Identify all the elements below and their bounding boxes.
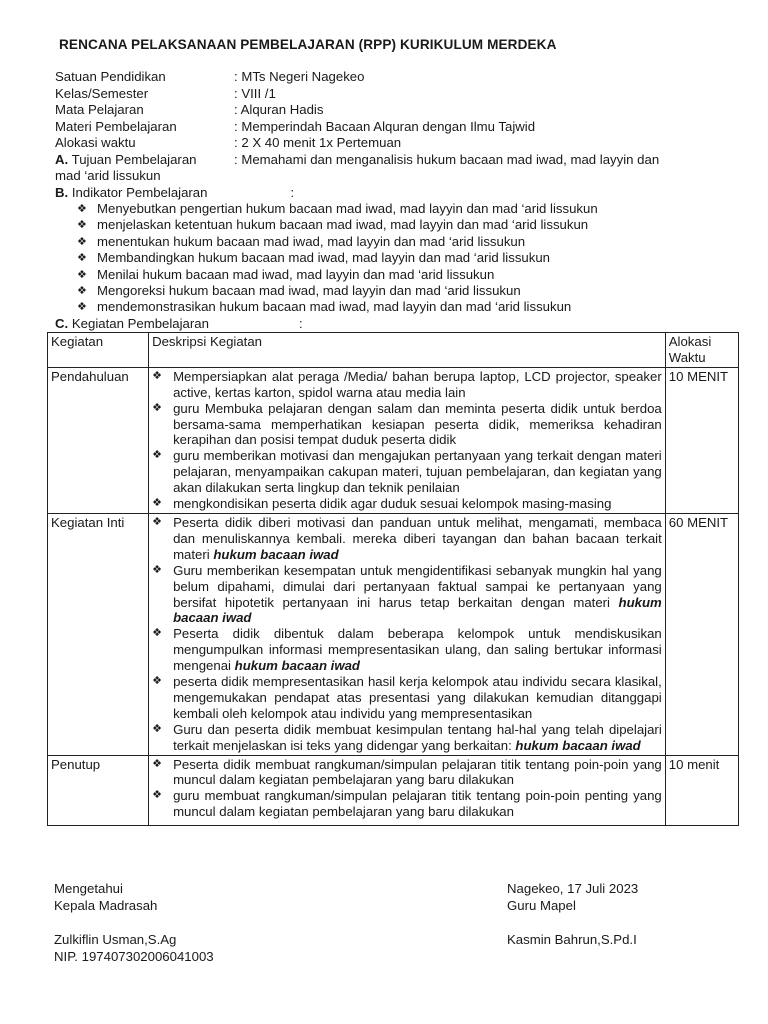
- emphasis-text: hukum bacaan iwad: [234, 658, 360, 674]
- section-title: Tujuan Pembelajaran: [71, 151, 197, 167]
- diamond-bullet-icon: ❖: [152, 675, 162, 688]
- list-item-text: Peserta didik membuat rangkuman/simpulan pelajaran titik tentang poin-poin yang muncul dalam kegiatan pembelajaran yang baru dilakukan: [173, 756, 662, 788]
- list-item-text: Menilai hukum bacaan mad iwad, mad layyin dan mad ‘arid lissukun: [97, 266, 495, 282]
- list-item: [152, 722, 662, 754]
- section-c-label: [55, 316, 209, 333]
- signature-name: Zulkiflin Usman,S.Ag: [54, 932, 177, 947]
- list-item-text: peserta didik mempresentasikan hasil kerja kelompok atau individu secara klasikal, mengemukakan pendapat atas presentasi yang dilakukan kemudian ditanggapi kembali oleh kelompok atau individu yang mempresentasikan: [173, 674, 662, 721]
- list-item: [152, 626, 662, 674]
- item-text: Guru memberikan kesempatan untuk mengidentifikasi sebanyak mungkin hal yang belum dipahami, dimulai dari pertanyaan faktual sampai ke pertanyaan yang bersifat hipotetik pertanyaan ini harus tetap berkaitan dengan materi: [173, 562, 662, 610]
- row-label-inti: Kegiatan Inti: [48, 513, 149, 755]
- info-value: : Memperindah Bacaan Alquran dengan Ilmu Tajwid: [234, 118, 536, 134]
- list-item-text: guru Membuka pelajaran dengan salam dan meminta peserta didik untuk berdoa bersama-sama memperhatikan kesiapan peserta didik, memeriksa kehadiran kerapihan dan posisi tempat duduk peserta didik: [173, 400, 662, 448]
- list-item-text: guru memberikan motivasi dan mengajukan pertanyaan yang terkait dengan materi pelajaran, menyampaikan cakupan materi, tujuan pembelajaran, dan kegiatan yang akan dilakukan serta lingkup dan teknik penilaian: [173, 448, 662, 496]
- row-description: [149, 367, 666, 513]
- section-colon: :: [298, 315, 303, 331]
- emphasis-text: hukum bacaan iwad: [515, 737, 641, 753]
- diamond-bullet-icon: ❖: [152, 449, 162, 462]
- table-row: [48, 755, 739, 826]
- info-value: : VIII /1: [234, 85, 276, 101]
- list-item-text: [173, 722, 662, 754]
- description-list: [152, 515, 662, 754]
- row-time: 60 MENIT: [665, 513, 738, 755]
- emphasis-text: hukum bacaan iwad: [213, 546, 339, 562]
- info-value: : Alquran Hadis: [234, 102, 324, 117]
- list-item: [77, 299, 735, 315]
- section-colon: :: [290, 184, 295, 200]
- signature-gap: [54, 914, 214, 931]
- signature-role: Kepala Madrasah: [54, 898, 158, 913]
- diamond-bullet-icon: ❖: [77, 268, 87, 281]
- diamond-bullet-icon: ❖: [152, 401, 162, 414]
- emphasis-text: hukum bacaan iwad: [173, 594, 662, 626]
- diamond-bullet-icon: ❖: [77, 301, 87, 314]
- list-item-text: [173, 515, 662, 563]
- tujuan-value: : Memahami dan menganalisis hukum bacaan mad iwad, mad layyin dan: [234, 151, 660, 167]
- diamond-bullet-icon: ❖: [152, 757, 162, 770]
- info-row-mapel: [55, 102, 735, 119]
- item-text: Peserta didik diberi motivasi dan panduan untuk melihat, mengamati, membaca dan menuliskannya kembali. mereka diberi tayangan dan bahan bacaan terkait materi: [173, 514, 662, 562]
- list-item-text: Mengoreksi hukum bacaan mad iwad, mad layyin dan mad ‘arid lissukun: [97, 283, 521, 299]
- section-letter: C.: [55, 315, 69, 331]
- diamond-bullet-icon: ❖: [152, 722, 162, 735]
- row-description: [149, 755, 666, 826]
- list-item: [152, 369, 662, 401]
- row-time: 10 menit: [665, 755, 738, 826]
- list-item-text: mendemonstrasikan hukum bacaan mad iwad, mad layyin dan mad ‘arid lissukun: [97, 299, 572, 315]
- diamond-bullet-icon: ❖: [77, 235, 87, 248]
- diamond-bullet-icon: ❖: [152, 369, 162, 382]
- diamond-bullet-icon: ❖: [152, 627, 162, 640]
- activity-table: [47, 332, 739, 826]
- description-list: [152, 369, 662, 512]
- list-item: [77, 201, 735, 217]
- list-item: [77, 234, 735, 250]
- table-row: [48, 513, 739, 755]
- row-label-pendahuluan: Pendahuluan: [48, 367, 149, 513]
- list-item-text: Menyebutkan pengertian hukum bacaan mad iwad, mad layyin dan mad ‘arid lissukun: [97, 201, 598, 216]
- info-label: Satuan Pendidikan: [55, 69, 166, 84]
- diamond-bullet-icon: ❖: [152, 515, 162, 528]
- section-c-kegiatan: [55, 316, 735, 333]
- list-item: [152, 563, 662, 627]
- info-value: : MTs Negeri Nagekeo: [234, 69, 365, 84]
- list-item: [77, 267, 735, 283]
- list-item-text: menentukan hukum bacaan mad iwad, mad layyin dan mad ‘arid lissukun: [97, 233, 526, 249]
- section-title: Indikator Pembelajaran: [71, 184, 208, 200]
- list-item-text: Mempersiapkan alat peraga /Media/ bahan berupa laptop, LCD projector, speaker active, kertas karton, spidol warna atau media lain: [173, 368, 662, 400]
- list-item: [152, 496, 662, 512]
- signature-name: Kasmin Bahrun,S.Pd.I: [507, 932, 637, 947]
- identity-section: [55, 69, 735, 332]
- section-title: Kegiatan Pembelajaran: [71, 315, 209, 331]
- section-b-indikator: [55, 185, 735, 202]
- list-item: [152, 448, 662, 496]
- diamond-bullet-icon: ❖: [152, 563, 162, 576]
- info-label: Materi Pembelajaran: [55, 118, 177, 134]
- document-title: RENCANA PELAKSANAAN PEMBELAJARAN (RPP) KURIKULUM MERDEKA: [59, 37, 557, 52]
- info-row-kelas: [55, 86, 735, 103]
- header-kegiatan: Kegiatan: [48, 333, 149, 368]
- signature-date: Nagekeo, 17 Juli 2023: [507, 881, 639, 896]
- signature-role: Guru Mapel: [507, 898, 576, 913]
- item-text: Peserta didik dibentuk dalam beberapa kelompok untuk mendiskusikan mengumpulkan informasi mempresentasikan ulang, dan saling bertukar informasi mengenai: [173, 626, 662, 674]
- list-item-text: [173, 563, 662, 627]
- list-item-text: guru membuat rangkuman/simpulan pelajaran titik tentang poin-poin penting yang muncul dalam kegiatan pembelajaran yang baru dilakukan: [173, 788, 662, 820]
- signature-block-teacher: [507, 880, 638, 948]
- info-row-materi: [55, 119, 735, 136]
- diamond-bullet-icon: ❖: [152, 789, 162, 802]
- signature-gap: [507, 914, 638, 931]
- list-item: [152, 757, 662, 789]
- info-label: Mata Pelajaran: [55, 102, 144, 117]
- row-label-penutup: Penutup: [48, 755, 149, 826]
- header-deskripsi: Deskripsi Kegiatan: [149, 333, 666, 368]
- diamond-bullet-icon: ❖: [77, 203, 87, 215]
- diamond-bullet-icon: ❖: [77, 285, 87, 298]
- list-item-text: Membandingkan hukum bacaan mad iwad, mad layyin dan mad ‘arid lissukun: [97, 250, 551, 266]
- info-label: Kelas/Semester: [55, 85, 149, 101]
- item-text: Guru dan peserta didik membuat kesimpulan tentang hal-hal yang telah dipelajari terkait menjelaskan isi teks yang didengar yang berkaitan:: [173, 721, 662, 753]
- description-list: [152, 757, 662, 821]
- info-value: : 2 X 40 menit 1x Pertemuan: [234, 135, 402, 150]
- list-item-text: [173, 626, 662, 674]
- list-item: [152, 788, 662, 820]
- signature-nip: NIP. 197407302006041003: [54, 949, 214, 964]
- list-item: [77, 250, 735, 266]
- section-b-label: [55, 185, 207, 202]
- diamond-bullet-icon: ❖: [77, 219, 87, 232]
- tujuan-continuation: mad ‘arid lissukun: [55, 168, 161, 183]
- list-item: [152, 401, 662, 449]
- diamond-bullet-icon: ❖: [77, 252, 87, 265]
- section-a-label: [55, 152, 234, 169]
- section-letter: A.: [55, 151, 69, 167]
- section-letter: B.: [55, 184, 69, 200]
- header-alokasi: Alokasi Waktu: [665, 333, 738, 368]
- list-item: [77, 283, 735, 299]
- table-row: [48, 367, 739, 513]
- info-row-alokasi: [55, 135, 735, 152]
- signature-line: Mengetahui: [54, 881, 123, 896]
- list-item-text: mengkondisikan peserta didik agar duduk sesuai kelompok masing-masing: [173, 496, 612, 512]
- list-item-text: menjelaskan ketentuan hukum bacaan mad iwad, mad layyin dan mad ‘arid lissukun: [97, 217, 589, 233]
- table-header-row: [48, 333, 739, 368]
- diamond-bullet-icon: ❖: [152, 497, 162, 510]
- section-a-tujuan: [55, 152, 735, 169]
- list-item: [77, 217, 735, 233]
- info-label: Alokasi waktu: [55, 135, 136, 150]
- row-time: 10 MENIT: [665, 367, 738, 513]
- signature-block-principal: [54, 880, 214, 965]
- indicator-list: [55, 201, 735, 316]
- info-row-satuan: [55, 69, 735, 86]
- row-description: [149, 513, 666, 755]
- list-item: [152, 515, 662, 563]
- list-item: [152, 674, 662, 722]
